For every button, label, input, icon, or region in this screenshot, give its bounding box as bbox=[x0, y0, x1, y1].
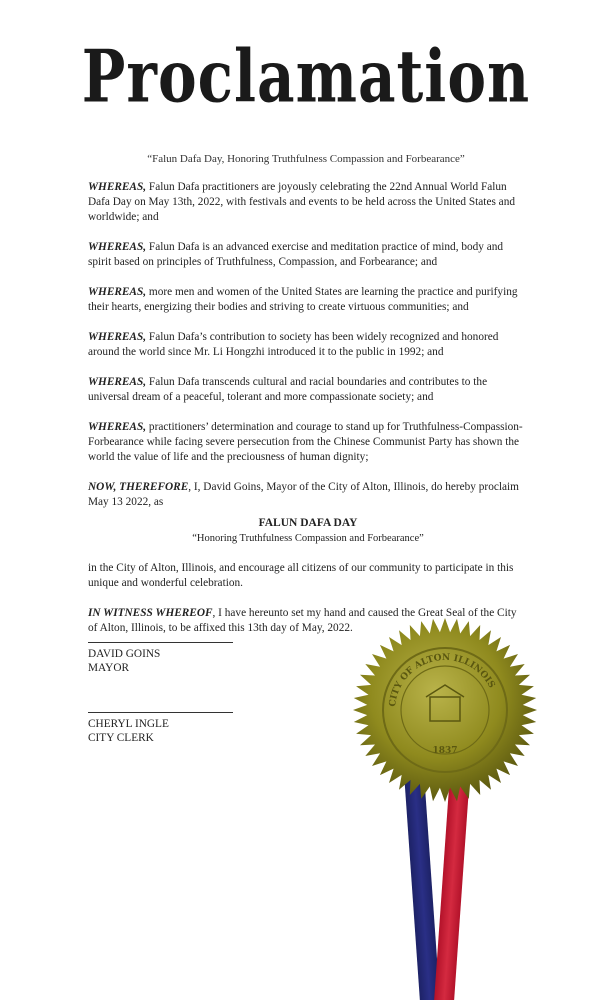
therefore-paragraph bbox=[88, 480, 528, 510]
proclaimed-day-block bbox=[88, 516, 528, 546]
whereas-paragraph bbox=[88, 180, 528, 225]
proclamation-body bbox=[88, 180, 528, 651]
signature-clerk bbox=[88, 712, 233, 745]
ribbon-red bbox=[434, 775, 470, 1000]
closing-paragraph: in the City of Alton, Illinois, and encourage all citizens of our community to participate in this unique and wonderful celebration. bbox=[88, 562, 514, 589]
paragraph-text: more men and women of the United States are learning the practice and purifying their hearts, energizing their bodies and striving to create virtuous communities; and bbox=[88, 286, 518, 313]
paragraph-text: Falun Dafa’s contribution to society has been widely recognized and honored around the world since Mr. Li Hongzhi introduced it to the public in 1992; and bbox=[88, 331, 499, 358]
seal-year: 1837 bbox=[432, 746, 458, 756]
signer-role: MAYOR bbox=[88, 662, 130, 674]
paragraph-lead: NOW, THEREFORE bbox=[88, 481, 189, 493]
whereas-paragraph bbox=[88, 420, 528, 465]
signature-line bbox=[88, 642, 233, 643]
seal-starburst bbox=[353, 618, 537, 802]
signer-role: CITY CLERK bbox=[88, 732, 154, 744]
whereas-paragraph bbox=[88, 240, 528, 270]
whereas-paragraph bbox=[88, 330, 528, 360]
paragraph-lead: WHEREAS, bbox=[88, 181, 147, 193]
paragraph-lead: IN WITNESS WHEREOF bbox=[88, 607, 213, 619]
paragraph-text: Falun Dafa transcends cultural and racial boundaries and contributes to the universal dream of a peaceful, tolerant and more compassionate society; and bbox=[88, 376, 488, 403]
proclaimed-day-title: FALUN DAFA DAY bbox=[258, 517, 358, 529]
paragraph-text: practitioners’ determination and courage to stand up for Truthfulness-Compassion-Forbearance while facing severe persecution from the Chinese Communist Party has shown the world the value of life and the preciousness of human dignity; bbox=[88, 421, 523, 463]
paragraph-lead: WHEREAS, bbox=[88, 286, 147, 298]
ribbon-blue bbox=[404, 775, 440, 1000]
paragraph-text: , I have hereunto set my hand and caused the Great Seal of the City of Alton, Illinois, to be affixed this 13th day of May, 2022. bbox=[88, 607, 517, 634]
signature-mayor bbox=[88, 642, 233, 675]
signer-name: DAVID GOINS bbox=[88, 648, 161, 660]
paragraph-lead: WHEREAS, bbox=[88, 376, 147, 388]
paragraph-lead: WHEREAS, bbox=[88, 331, 147, 343]
signature-line bbox=[88, 712, 233, 713]
paragraph-text: Falun Dafa is an advanced exercise and meditation practice of mind, body and spirit based on principles of Truthfulness, Compassion, and Forbearance; and bbox=[88, 241, 504, 268]
page-subtitle: “Falun Dafa Day, Honoring Truthfulness Compassion and Forbearance” bbox=[147, 153, 465, 165]
signer-name: CHERYL INGLE bbox=[88, 718, 169, 730]
page-title: Proclamation bbox=[81, 34, 531, 119]
paragraph-text: Falun Dafa practitioners are joyously celebrating the 22nd Annual World Falun Dafa Day on May 13th, 2022, with festivals and events to be held across the United States and worldwide; and bbox=[88, 181, 515, 223]
paragraph-lead: WHEREAS, bbox=[88, 421, 147, 433]
seal-text: CITY OF ALTON ILLINOIS bbox=[388, 652, 497, 708]
gold-seal-icon bbox=[350, 615, 540, 805]
seal-graphic bbox=[350, 615, 540, 805]
paragraph-text: , I, David Goins, Mayor of the City of Alton, Illinois, do hereby proclaim May 13 2022, as bbox=[88, 481, 519, 508]
paragraph-lead: WHEREAS, bbox=[88, 241, 147, 253]
proclaimed-day-motto: “Honoring Truthfulness Compassion and Forbearance” bbox=[192, 533, 424, 544]
whereas-paragraph bbox=[88, 375, 528, 405]
whereas-paragraph bbox=[88, 285, 528, 315]
